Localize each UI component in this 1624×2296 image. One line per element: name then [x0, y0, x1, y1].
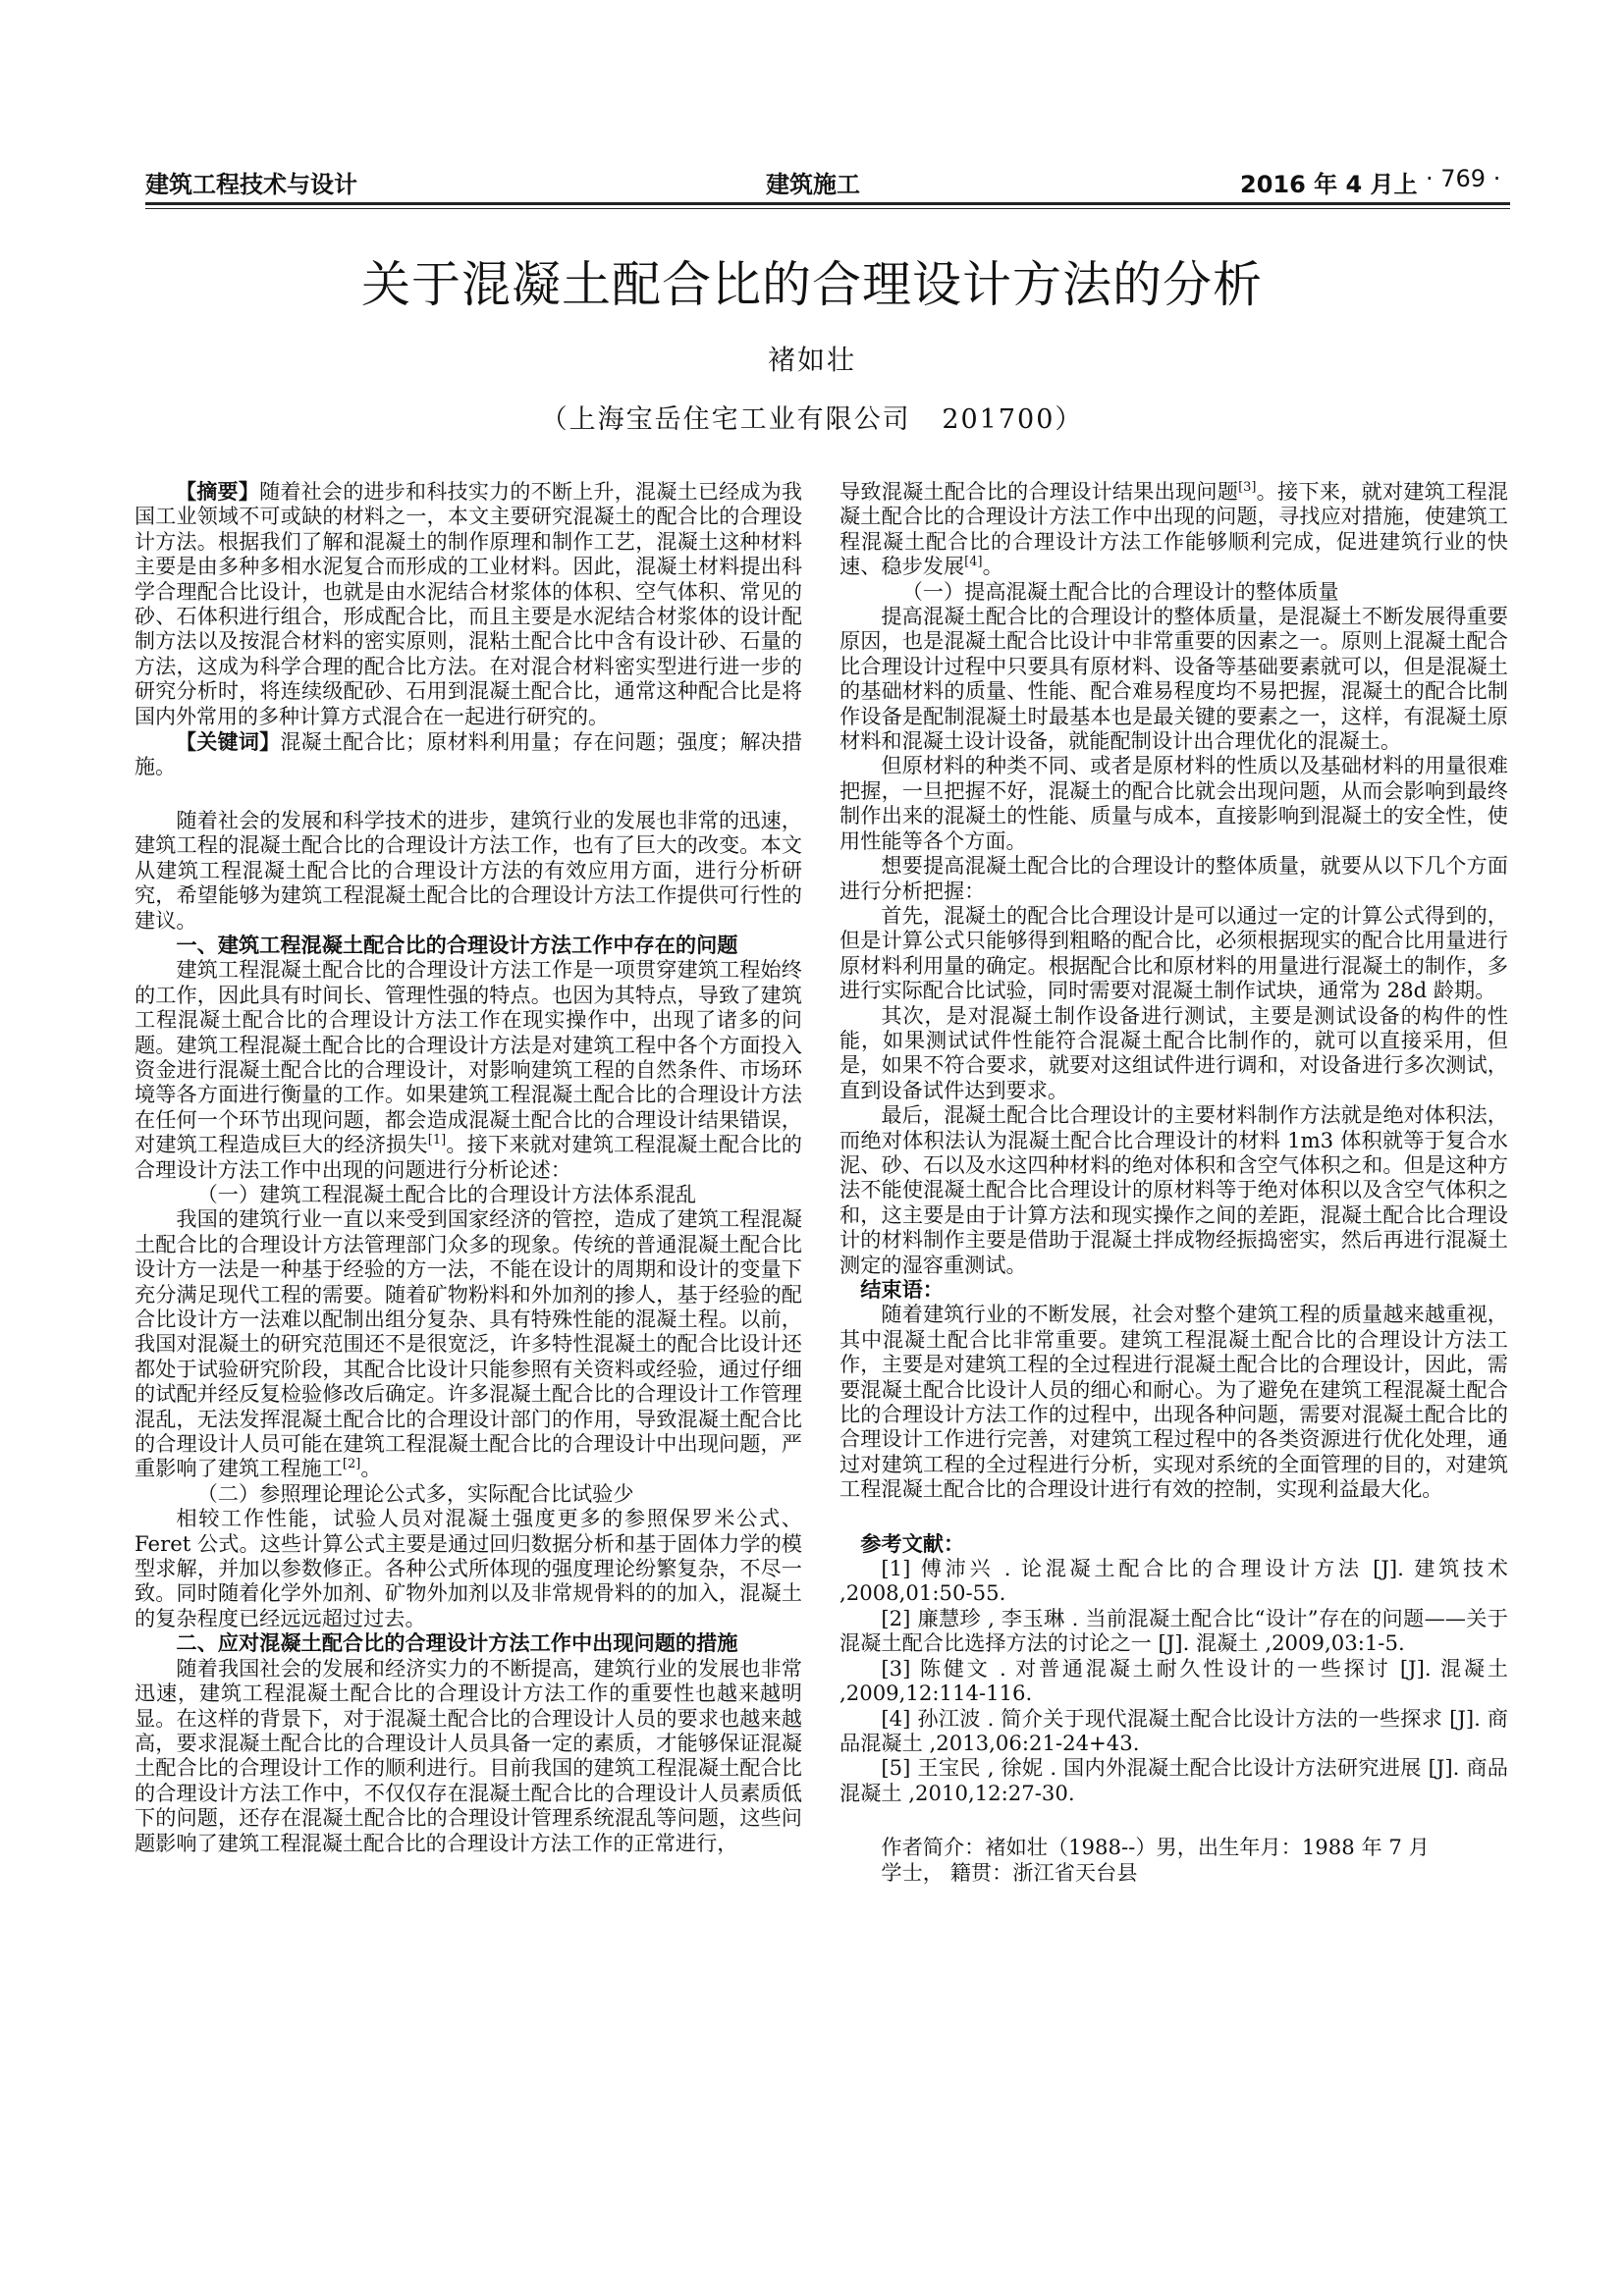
author-bio-line2: 学士， 籍贯：浙江省天台县	[881, 1859, 1138, 1885]
paragraph: 相较工作性能，试验人员对混凝土强度更多的参照保罗米公式、Feret 公式。这些计算公式主要是通过回归数据分析和基于固体力学的模型求解，并加以参数修正。各种公式所体现的强度理论纷繁复杂，不尽一致。同时随着化学外加剂、矿物外加剂以及非常规骨料的的加入，混凝土的复杂程度已经远远超过过去。	[135, 1506, 802, 1630]
paragraph: 随着我国社会的发展和经济实力的不断提高，建筑行业的发展也非常迅速，建筑工程混凝土配合比的合理设计方法工作的重要性也越来越明显。在这样的背景下，对于混凝土配合比的合理设计人员的要求也越来越高，要求混凝土配合比的合理设计人员具备一定的素质，才能够保证混凝土配合比的合理设计工作的顺利进行。目前我国的建筑工程混凝土配合比的合理设计方法工作中，不仅仅存在混凝土配合比的合理设计人员素质低下的问题，还存在混凝土配合比的合理设计管理系统混乱等问题，这些问题影响了建筑工程混凝土配合比的合理设计方法工作的正常进行，	[135, 1655, 802, 1855]
paragraph: 但原材料的种类不同、或者是原材料的性质以及基础材料的用量很难把握，一旦把握不好，混凝土的配合比就会出现问题，从而会影响到最终制作出来的混凝土的性能、质量与成本，直接影响到混凝土的安全性，使用性能等各个方面。	[839, 753, 1508, 853]
left-column	[135, 479, 802, 1855]
author-bio: 作者简介：褚如壮（1988--）男，出生年月：1988 年 7 月	[881, 1835, 1430, 1860]
abstract	[135, 479, 802, 729]
references-heading: 参考文献：	[860, 1530, 965, 1556]
keywords	[135, 729, 802, 780]
paragraph: 我国的建筑行业一直以来受到国家经济的管控，造成了建筑工程混凝土配合比的合理设计方法管理部门众多的现象。传统的普通混凝土配合比设计方一法是一种基于经验的方一法，不能在设计的周期和设计的变量下充分满足现代工程的需要。随着矿物粉料和外加剂的掺人，基于经验的配合比设计方一法难以配制出组分复杂、具有特殊性能的混凝土程。以前，我国对混凝土的研究范围还不是很宽泛，许多特性混凝土的配合比设计还都处于试验研究阶段，其配合比设计只能参照有关资料或经验，通过仔细的试配并经反复检验修改后确定。许多混凝土配合比的合理设计工作管理混乱，无法发挥混凝土配合比的合理设计部门的作用，导致混凝土配合比的合理设计人员可能在建筑工程混凝土配合比的合理设计中出现问题，严重影响了建筑工程施工[2]。	[135, 1206, 802, 1481]
section-heading-1: 一、建筑工程混凝土配合比的合理设计方法工作中存在的问题	[176, 932, 738, 957]
reference-item: [3] 陈健文 . 对普通混凝土耐久性设计的一些探讨 [J]. 混凝土 ,2009,12:114-116.	[839, 1655, 1508, 1706]
subsection-heading: （一）提高混凝土配合比的合理设计的整体质量	[901, 578, 1339, 604]
header-rule-thin	[145, 208, 1510, 209]
keywords-text: 混凝土配合比；原材料利用量；存在问题；强度；解决措施。	[135, 730, 803, 779]
right-column	[839, 479, 1508, 1885]
reference-item: [2] 廉慧珍 , 李玉琳 . 当前混凝土配合比“设计”存在的问题——关于混凝土配合比选择方法的讨论之一 [J]. 混凝土 ,2009,03:1-5.	[839, 1605, 1508, 1656]
conclusion-paragraph: 随着建筑行业的不断发展，社会对整个建筑工程的质量越来越重视，其中混凝土配合比非常重要。建筑工程混凝土配合比的合理设计方法工作，主要是对建筑工程的全过程进行混凝土配合比的合理设计，因此，需要混凝土配合比设计人员的细心和耐心。为了避免在建筑工程混凝土配合比的合理设计方法工作的过程中，出现各种问题，需要对混凝土配合比的合理设计工作进行完善，对建筑工程过程中的各类资源进行优化处理，通过对建筑工程的全过程进行分析，实现对系统的全面管理的目的，对建筑工程混凝土配合比的合理设计进行有效的控制，实现利益最大化。	[839, 1302, 1508, 1502]
header-rule	[145, 202, 1510, 205]
paragraph: 想要提高混凝土配合比的合理设计的整体质量，就要从以下几个方面进行分析把握：	[839, 853, 1508, 903]
paragraph: 建筑工程混凝土配合比的合理设计方法工作是一项贯穿建筑工程始终的工作，因此具有时间长、管理性强的特点。也因为其特点，导致了建筑工程混凝土配合比的合理设计方法工作在现实操作中，出现了诸多的问题。建筑工程混凝土配合比的合理设计方法是对建筑工程中各个方面投入资金进行混凝土配合比的合理设计，对影响建筑工程的自然条件、市场环境等各方面进行衡量的工作。如果建筑工程混凝土配合比的合理设计方法在任何一个环节出现问题，都会造成混凝土配合比的合理设计结果错误，对建筑工程造成巨大的经济损失[1]。接下来就对建筑工程混凝土配合比的合理设计方法工作中出现的问题进行分析论述：	[135, 957, 802, 1182]
section-name: 建筑施工	[766, 171, 860, 198]
paragraph: 首先，混凝土的配合比合理设计是可以通过一定的计算公式得到的，但是计算公式只能够得到粗略的配合比，必须根据现实的配合比用量进行原材料利用量的确定。根据配合比和原材料的用量进行混凝土的制作，多进行实际配合比试验，同时需要对混凝土制作试块，通常为 28d 龄期。	[839, 902, 1508, 1003]
reference-item: [5] 王宝民 , 徐妮 . 国内外混凝土配合比设计方法研究进展 [J]. 商品混凝土 ,2010,12:27-30.	[839, 1755, 1508, 1805]
page-number: · 769 ·	[1426, 165, 1501, 192]
abstract-text: 随着社会的进步和科技实力的不断上升，混凝土已经成为我国工业领域不可或缺的材料之一，本文主要研究混凝土的配合比的合理设计方法。根据我们了解和混凝土的制作原理和制作工艺，混凝土这种材料主要是由多种多相水泥复合而形成的工业材料。因此，混凝土材料提出科学合理配合比设计，也就是由水泥结合材浆体的体积、空气体积、常见的砂、石体积进行组合，形成配合比，而且主要是水泥结合材浆体的设计配制方法以及按混合材料的密实原则，混粘土配合比中含有设计砂、石量的方法，这成为科学合理的配合比方法。在对混合材料密实型进行进一步的研究分析时，将连续级配砂、石用到混凝土配合比，通常这种配合比是将国内外常用的多种计算方式混合在一起进行研究的。	[135, 480, 803, 728]
conclusion-heading: 结束语：	[860, 1277, 944, 1302]
paragraph: 最后，混凝土配合比合理设计的主要材料制作方法就是绝对体积法，而绝对体积法认为混凝土配合比合理设计的材料 1m3 体积就等于复合水泥、砂、石以及水这四种材料的绝对体积和含空气体积之和。但是这种方法不能使混凝土配合比合理设计的原材料等于绝对体积以及含空气体积之和，这主要是由于计算方法和现实操作之间的差距，混凝土配合比合理设计的材料制作主要是借助于混凝土拌成物经振捣密实，然后再进行混凝土测定的湿容重测试。	[839, 1102, 1508, 1277]
paragraph: 提高混凝土配合比的合理设计的整体质量，是混凝土不断发展得重要原因，也是混凝土配合比设计中非常重要的因素之一。原则上混凝土配合比合理设计过程中只要具有原材料、设备等基础要素就可以，但是混凝土的基础材料的质量、性能、配合难易程度均不易把握，混凝土的配合比制作设备是配制混凝土时最基本也是最关键的要素之一，这样，有混凝土原材料和混凝土设计设备，就能配制设计出合理优化的混凝土。	[839, 604, 1508, 754]
issue-date: 2016 年 4 月上	[1240, 171, 1418, 198]
citation: [4]	[964, 555, 983, 570]
subsection-heading: （一）建筑工程混凝土配合比的合理设计方法体系混乱	[196, 1181, 697, 1206]
paragraph: 其次，是对混凝土制作设备进行测试，主要是测试设备的构件的性能，如果测试试件性能符合混凝土配合比制作的，就可以直接采用，但是，如果不符合要求，就要对这组试件进行调和，对设备进行多次测试，直到设备试件达到要求。	[839, 1002, 1508, 1102]
keywords-label: 【关键词】	[176, 729, 281, 755]
running-header	[145, 165, 1510, 204]
reference-item: [4] 孙江波 . 简介关于现代混凝土配合比设计方法的一些探求 [J]. 商品混凝土 ,2013,06:21-24+43.	[839, 1705, 1508, 1755]
article-title: 关于混凝土配合比的合理设计方法的分析	[361, 256, 1263, 313]
section-heading-2: 二、应对混凝土配合比的合理设计方法工作中出现问题的措施	[176, 1630, 738, 1656]
paragraph: 导致混凝土配合比的合理设计结果出现问题[3]。接下来，就对建筑工程混凝土配合比的合理设计方法工作中出现的问题，寻找应对措施，使建筑工程混凝土配合比的合理设计方法工作能够顺利完成，促进建筑行业的快速、稳步发展[4]。	[839, 479, 1508, 579]
citation: [3]	[1238, 479, 1257, 495]
abstract-label: 【摘要】	[176, 479, 260, 504]
citation: [2]	[342, 1457, 361, 1472]
reference-item: [1] 傅沛兴 . 论混凝土配合比的合理设计方法 [J]. 建筑技术 ,2008,01:50-55.	[839, 1556, 1508, 1606]
subsection-heading: （二）参照理论理论公式多，实际配合比试验少	[196, 1480, 634, 1506]
author-name: 褚如壮	[767, 344, 856, 376]
citation: [1]	[427, 1133, 447, 1148]
affiliation: （上海宝岳住宅工业有限公司 201700）	[540, 404, 1084, 435]
journal-name: 建筑工程技术与设计	[145, 171, 357, 198]
intro-paragraph: 随着社会的发展和科学技术的进步，建筑行业的发展也非常的迅速，建筑工程的混凝土配合比的合理设计方法工作，也有了巨大的改变。本文从建筑工程混凝土配合比的合理设计方法的有效应用方面，进行分析研究，希望能够为建筑工程混凝土配合比的合理设计方法工作提供可行性的建议。	[135, 807, 802, 933]
